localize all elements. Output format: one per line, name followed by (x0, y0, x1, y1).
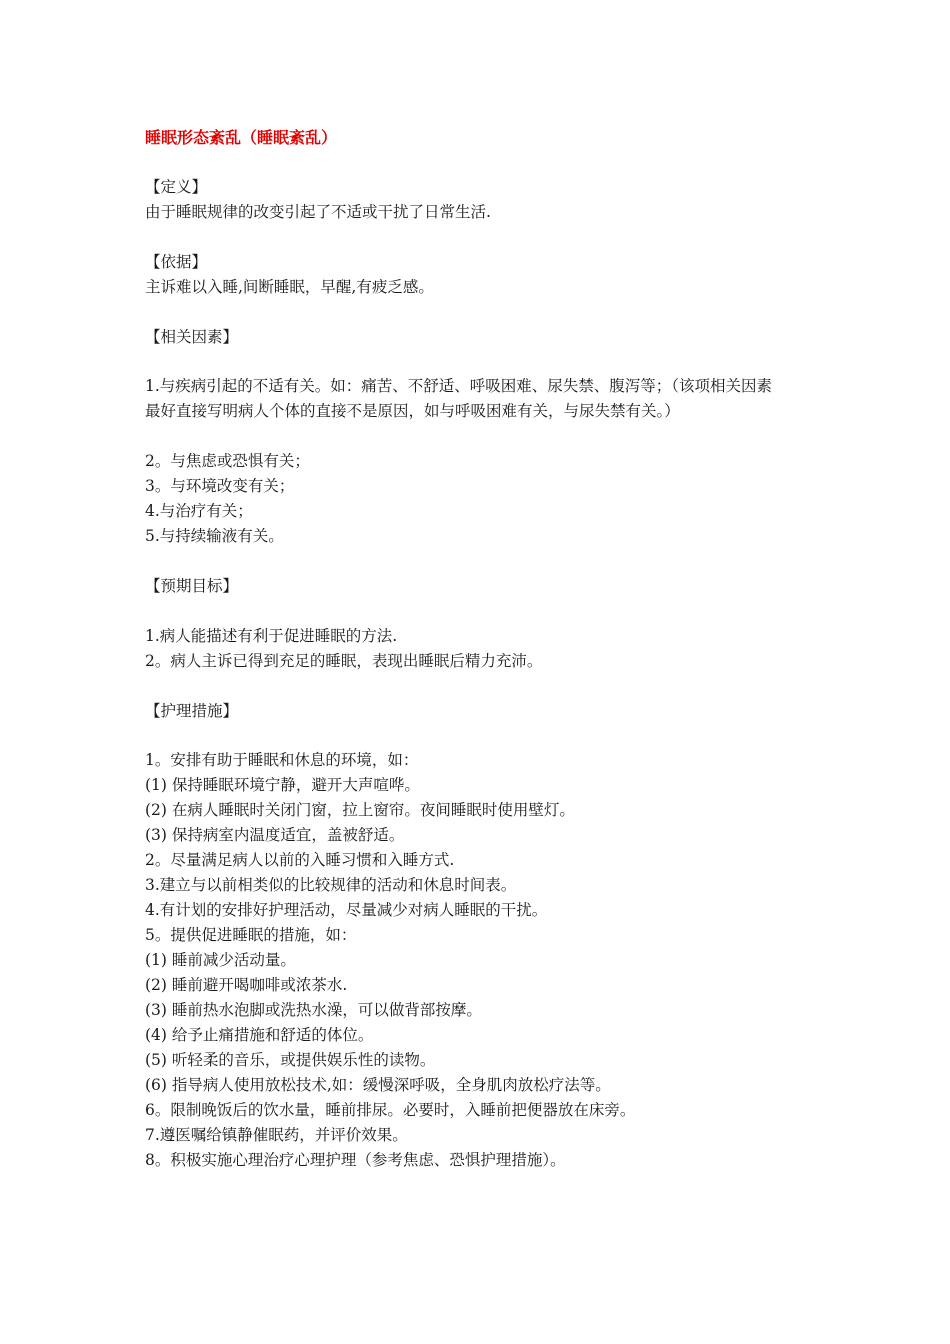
factor-item: 4.与治疗有关； (145, 502, 253, 520)
definition-heading: 【定义】 (145, 178, 208, 196)
measure-item: 3.建立与以前相类似的比较规律的活动和休息时间表。 (145, 876, 517, 894)
factor-item: 3。与环境改变有关； (145, 477, 295, 495)
factor-item: 5.与持续输液有关。 (145, 527, 284, 545)
measure-item: (3) 保持病室内温度适宜，盖被舒适。 (145, 826, 405, 844)
measure-item: 6。限制晚饭后的饮水量，睡前排尿。必要时，入睡前把便器放在床旁。 (145, 1101, 636, 1119)
goal-item: 2。病人主诉已得到充足的睡眠，表现出睡眠后精力充沛。 (145, 652, 543, 670)
definition-text: 由于睡眠规律的改变引起了不适或干扰了日常生活. (145, 203, 491, 221)
measure-item: (6) 指导病人使用放松技术,如：缓慢深呼吸，全身肌肉放松疗法等。 (145, 1076, 611, 1094)
measure-item: 8。积极实施心理治疗心理护理（参考焦虑、恐惧护理措施）。 (145, 1151, 566, 1169)
factor-item: 2。与焦虑或恐惧有关； (145, 452, 310, 470)
measure-item: (5) 听轻柔的音乐，或提供娱乐性的读物。 (145, 1051, 436, 1069)
measure-item: (4) 给予止痛措施和舒适的体位。 (145, 1026, 374, 1044)
basis-text: 主诉难以入睡,间断睡眠，早醒,有疲乏感。 (145, 278, 434, 296)
measure-item: 1。安排有助于睡眠和休息的环境，如： (145, 751, 419, 769)
measure-item: (1) 保持睡眠环境宁静，避开大声喧哗。 (145, 776, 420, 794)
measures-heading: 【护理措施】 (145, 702, 239, 720)
measure-item: 4.有计划的安排好护理活动，尽量减少对病人睡眠的干扰。 (145, 901, 548, 919)
factor-item: 1.与疾病引起的不适有关。如：痛苦、不舒适、呼吸困难、尿失禁、腹泻等；（该项相关因素最好直接写明病人个体的直接不是原因，如与呼吸困难有关，与尿失禁有关。） (145, 377, 773, 420)
measure-item: 2。尽量满足病人以前的入睡习惯和入睡方式. (145, 851, 455, 869)
factors-heading: 【相关因素】 (145, 328, 239, 346)
measure-item: (2) 在病人睡眠时关闭门窗，拉上窗帘。夜间睡眠时使用壁灯。 (145, 801, 575, 819)
measure-item: (1) 睡前减少活动量。 (145, 951, 296, 969)
measure-item: 5。提供促进睡眠的措施，如： (145, 926, 357, 944)
document-title: 睡眠形态紊乱（睡眠紊乱） (145, 128, 338, 147)
goal-item: 1.病人能描述有利于促进睡眠的方法. (145, 627, 398, 645)
basis-heading: 【依据】 (145, 253, 208, 271)
measure-item: 7.遵医嘱给镇静催眠药，并评价效果。 (145, 1126, 408, 1144)
goals-heading: 【预期目标】 (145, 577, 239, 595)
measure-item: (3) 睡前热水泡脚或洗热水澡，可以做背部按摩。 (145, 1001, 482, 1019)
measure-item: (2) 睡前避开喝咖啡或浓茶水. (145, 976, 348, 994)
